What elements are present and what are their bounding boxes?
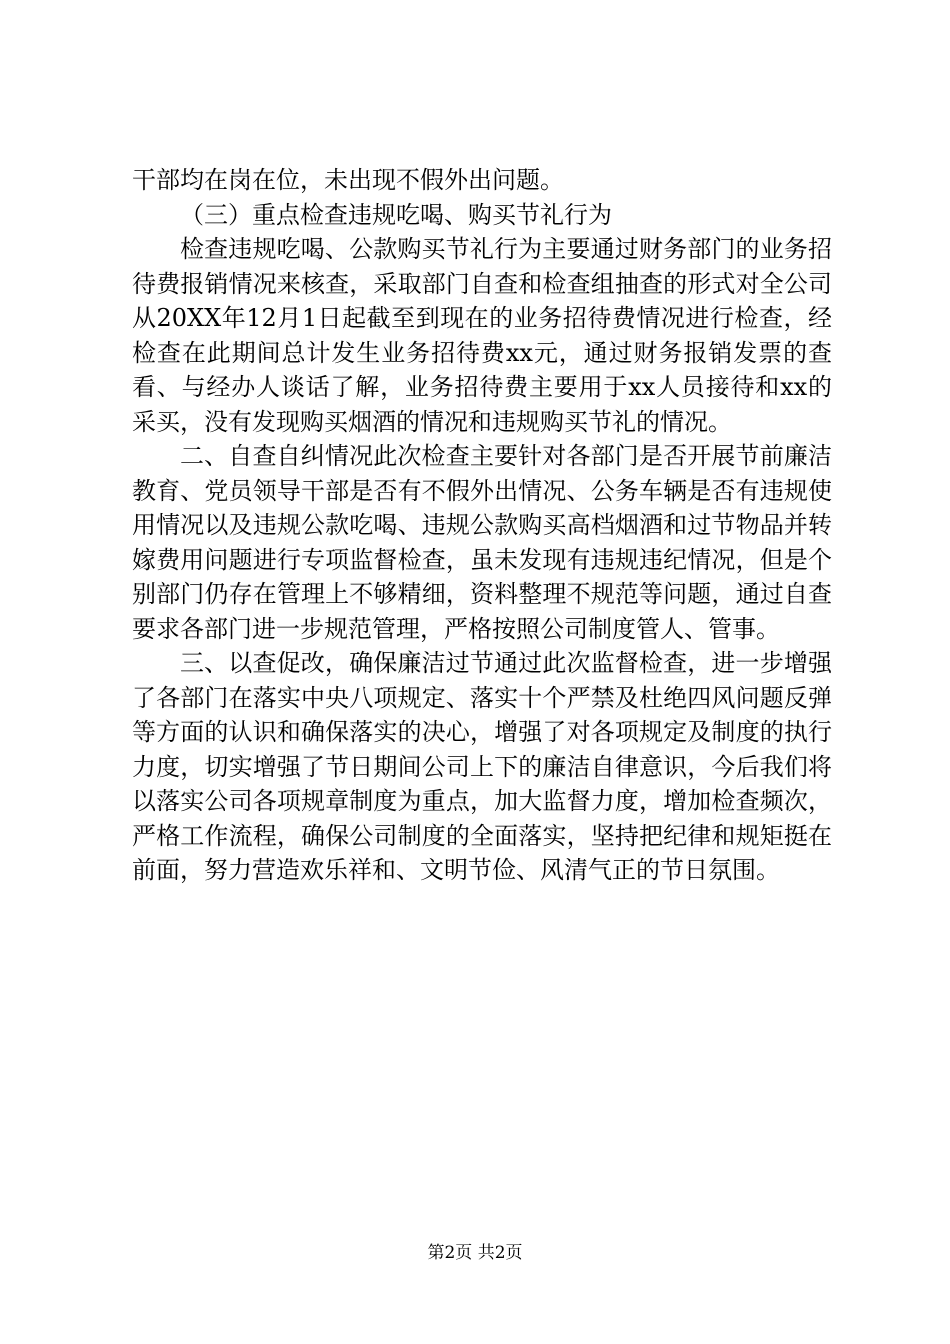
paragraph-self-inspection: 二、自查自纠情况此次检查主要针对各部门是否开展节前廉洁教育、党员领导干部是否有不假外出情况、公务车辆是否有违规使用情况以及违规公款吃喝、违规公款购买高档烟酒和过节物品并转嫁费用问题进行专项监督检查，虽未发现有违规违纪情况，但是个别部门仍存在管理上不够精细，资料整理不规范等问题，通过自查要求各部门进一步规范管理，严格按照公司制度管人、管事。 [132, 442, 832, 643]
section-heading-3: （三）重点检查违规吃喝、购买节礼行为 [180, 200, 612, 229]
document-body [132, 163, 832, 888]
paragraph-continuation: 干部均在岗在位，未出现不假外出问题。 [132, 166, 564, 194]
paragraph-hospitality-check: 检查违规吃喝、公款购买节礼行为主要通过财务部门的业务招待费报销情况来核查，采取部门自查和检查组抽查的形式对全公司从20XX年12月1日起截至到现在的业务招待费情况进行检查，经检查在此期间总计发生业务招待费xx元，通过财务报销发票的查看、与经办人谈话了解，业务招待费主要用于xx人员接待和xx的采买，没有发现购买烟酒的情况和违规购买节礼的情况。 [132, 235, 832, 436]
page-number-footer: 第2页 共2页 [427, 1243, 523, 1263]
paragraph-rectification: 三、以查促改，确保廉洁过节通过此次监督检查，进一步增强了各部门在落实中央八项规定、落实十个严禁及杜绝四风问题反弹等方面的认识和确保落实的决心，增强了对各项规定及制度的执行力度，切实增强了节日期间公司上下的廉洁自律意识，今后我们将以落实公司各项规章制度为重点，加大监督力度，增加检查频次，严格工作流程，确保公司制度的全面落实，坚持把纪律和规矩挺在前面，努力营造欢乐祥和、文明节俭、风清气正的节日氛围。 [132, 649, 832, 884]
